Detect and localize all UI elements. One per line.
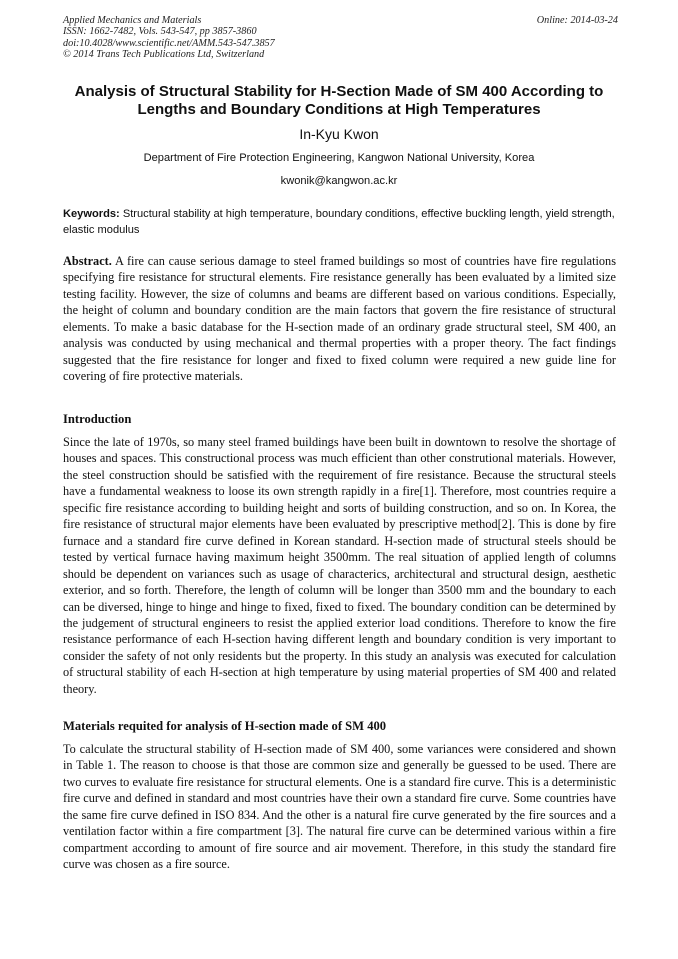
materials-heading: Materials requited for analysis of H-section made of SM 400 — [63, 719, 387, 733]
author-name: In-Kyu Kwon — [299, 126, 379, 142]
paper-title: Analysis of Structural Stability for H-Section Made of SM 400 According to Lengths and Boundary Conditions at High Temperatures — [74, 83, 604, 118]
online-date: Online: 2014-03-24 — [536, 15, 618, 26]
materials-paragraph: To calculate the structural stability of H-section made of SM 400, some variances were considered and shown in Table 1. The reason to choose is that those are common size and generally be guessed to be used. There are two curves to evaluate fire resistance for structural elements. One is a standard fire curve. This is a deterministic fire curve and defined in standard and most countries have their own a standard fire curve. Some countries have the same fire curve defined in ISO 834. And the other is a natural fire curve generated by the fire sources and a ventilation factor within a fire compartment [3]. The natural fire curve can be determined various within a fire compartment according to amount of fire source and air movement. Therefore, in this study the standard fire curve was chosen as a fire source. — [63, 742, 616, 872]
introduction-heading: Introduction — [63, 412, 132, 426]
keywords-text: Structural stability at high temperature, boundary conditions, effective buckling length, yield strength, elastic modulus — [63, 208, 615, 236]
issn-line: ISSN: 1662-7482, Vols. 543-547, pp 3857-3860 — [63, 26, 257, 38]
keywords — [63, 207, 616, 238]
journal-name: Applied Mechanics and Materials — [63, 15, 202, 26]
keywords-label: Keywords: — [63, 208, 120, 220]
copyright-line: © 2014 Trans Tech Publications Ltd, Switzerland — [63, 48, 265, 60]
doi-line[interactable]: doi:10.4028/www.scientific.net/AMM.543-547.3857 — [63, 37, 275, 49]
publication-info — [63, 15, 275, 60]
introduction-paragraph: Since the late of 1970s, so many steel framed buildings have been built in downtown to resolve the shortage of houses and spaces. This constructional process was much efficient than other construtional materials. However, the steel construction should be satisfied with the requirement of fire resistance. Because the structural steels have a fundamental weakness to loose its own strength rapidly in a fire[1]. Therefore, most countries require a specific fire resistance according to building height and sorts of building construction, and so on. In Korea, the fire resistance of structural major elements have been evaluated by prescriptive method[2]. This is done by fire furnace and a standard fire curve defined in Korean standard. H-section made of structural steels should be tested by vertical furnace having maximum height 3500mm. The real situation of applied length of columns should be dependent on variances such as usage of characterics, architectural and structural design, aesthetic exterior, and so forth. Therefore, the length of column will be longer than 3500 mm and the boundary to each can be diversed, hinge to hinge and hinge to fixed, fixed to fixed. The boundary condition can be determined by the judgement of structural engineers to resist the applied exterior load conditions. Therefore to know the fire resistance performance of each H-section having different length and boundary condition is very important to consider the safety of not only residents but the property. In this study an analysis was executed for calculation of structural stability of each H-section at high temperature by using material properties of SM 400 and related theory. — [63, 435, 616, 696]
abstract — [63, 253, 616, 385]
abstract-text: A fire can cause serious damage to steel framed buildings so most of countries have fire regulations specifying fire resistance for structural elements. Fire resistance generally has been evaluated by a limited size testing facility. However, the size of columns and beams are different based on various conditions. Especially, the height of column and boundary condition are the main factors that govern the fire resistance of structural elements. To make a basic database for the H-section made of an ordinary grade structural steel, SM 400, an analysis was conducted by using mechanical and thermal properties with a proper theory. The fact findings suggested that the fire resistance for longer and fixed to fixed column were required a new guide line for covering of fire protective materials. — [63, 254, 616, 384]
author-email[interactable]: kwonik@kangwon.ac.kr — [280, 175, 398, 187]
author-affiliation: Department of Fire Protection Engineering, Kangwon National University, Korea — [143, 152, 535, 164]
abstract-label: Abstract. — [63, 254, 112, 268]
